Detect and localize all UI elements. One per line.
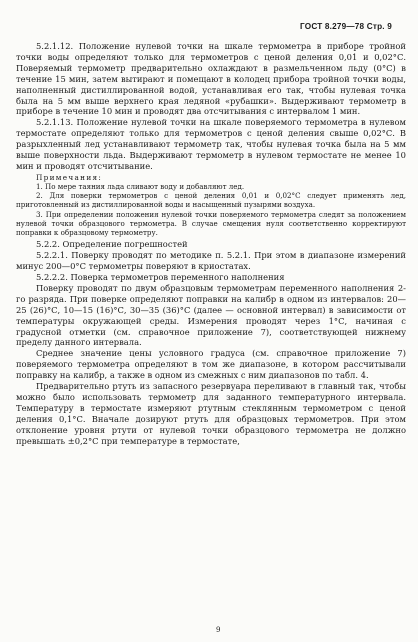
section-heading-5-2-2: 5.2.2. Определение погрешностей: [36, 239, 188, 250]
page-header: ГОСТ 8.279—78 Стр. 9: [300, 22, 392, 31]
notes-title: Примечания:: [36, 172, 103, 182]
note-item: 1. По мере таяния льда сливают воду и добавляют лед.: [36, 182, 245, 192]
paragraph-5-2-1-12: 5.2.1.12. Положение нулевой точки на шкале термометра в приборе тройной точки воды определяют только для термометров с ценой деления 0,01 и 0,02°С. Поверяемый термометр предварительно охлаждают в размельченном льду (0°С) в течение 15 мин, затем вытирают и помещают в колодец прибора тройной точки воды, наполненный дистиллированной водой, устанавливая его так, чтобы нулевая точка была на 5 мм выше верхнего края ледяной «рубашки». Выдерживают термометр в приборе в течение 10 мин и проводят два отсчитывания с интервалом 1 мин.: [16, 41, 406, 117]
paragraph-mercury-transfer: Предварительно ртуть из запасного резервуара переливают в главный так, чтобы можно было использовать термометр для заданного температурного интервала. Температуру в термостате измеряют ртутным стеклянным термометром с ценой деления 0,1°С. Вначале дозируют ртуть для образцовых термометров. При этом отклонение уровня ртути от нулевой точки образцового термометра не должно превышать ±0,2°С при температуре в термостате,: [16, 381, 406, 446]
page-body: [16, 41, 406, 447]
page-number-mark: 9: [216, 626, 221, 634]
paragraph-verification-method: Поверку проводят по двум образцовым термометрам переменного наполнения 2-го разряда. При поверке определяют поправки на калибр в одном из интервалов: 20—25 (26)°С, 10—15 (16)°С, 30—35 (36)°С (далее — основной интервал) в зависимости от температуры окружающей среды. Измерения проводят через 1°С, начиная с градусной отметки (см. справочное приложение 7), соответствующей нижнему пределу данного интервала.: [16, 282, 406, 348]
paragraph-conditional-degree: Среднее значение цены условного градуса (см. справочное приложение 7) поверяемого термометра определяют в том же диапазоне, в котором рассчитывали поправку на калибр, а также в одном из смежных с ним диапазонов по табл. 4.: [16, 348, 406, 381]
paragraph-5-2-2-1: 5.2.2.1. Поверку проводят по методике п. 5.2.1. При этом в диапазоне измерений минус 200—0°С термометры поверяют в криостатах.: [16, 250, 406, 272]
paragraph-5-2-1-13: 5.2.1.13. Положение нулевой точки на шкале поверяемого термометра в нулевом термостате определяют только для термометров с ценой деления свыше 0,02°С. В разрыхленный лед устанавливают термометр так, чтобы нулевая точка была на 5 мм выше поверхности льда. Выдерживают термометр в нулевом термостате не менее 10 мин и проводят отсчитывание.: [16, 117, 406, 171]
paragraph-5-2-2-2: 5.2.2.2. Поверка термометров переменного наполнения: [36, 272, 285, 283]
note-item: 3. При определении положения нулевой точки поверяемого термометра следят за положением нулевой точки образцового термометра. В случае смещения нуля соответственно корректируют поправки к образцовому термометру.: [16, 209, 406, 238]
note-item: 2. Для поверки термометров с ценой деления 0,01 и 0,02°С следует применять лед, приготовленный из дистиллированной воды и насыщенный пузырями воздуха.: [16, 191, 406, 210]
